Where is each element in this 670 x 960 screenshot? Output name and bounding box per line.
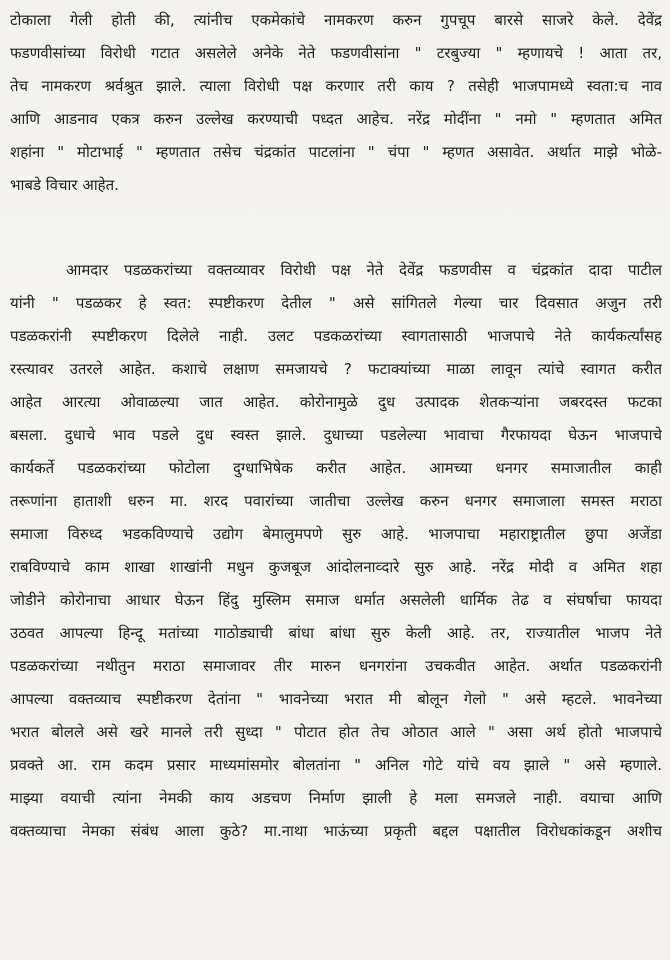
text-line: माझ्या वयाची त्यांना नेमकी काय अडचण निर्माण झाली हे मला समजले नाही. वयाचा आणि xyxy=(10,789,662,807)
paragraph-2 xyxy=(10,254,662,848)
text-line: शहांना " मोटाभाई " म्हणतात तसेच चंद्रकांत पाटलांना " चंपा " म्हणत असावेत. अर्थात माझे भोळे- xyxy=(10,143,662,161)
text-line: जोडीने कोरोनाचा आधार घेऊन हिंदु मुस्लिम समाज धर्मात असलेली धार्मिक तेढ व संघर्षाचा फायदा xyxy=(10,591,662,609)
text-line: पडळकरांच्या नथीतुन मराठा समाजावर तीर मारुन धनगरांना उचकवीत आहेत. अर्थात पडळकरांनी xyxy=(10,657,662,675)
text-line: आहेत आरत्या ओवाळल्या जात आहेत. कोरोनामुळे दुध उत्पादक शेतकऱ्यांना जबरदस्त फटका xyxy=(10,393,662,411)
text-line: तेच नामकरण श्रर्वश्रुत झाले. त्याला विरोधी पक्ष करणार तरी काय ? तसेही भाजपामध्ये स्वता:च नाव xyxy=(10,77,662,95)
text-line: यांनी " पडळकर हे स्वत: स्पष्टीकरण देतील " असे सांगितले गेल्या चार दिवसात अजुन तरी xyxy=(10,294,662,312)
text-line: तरूणांना हाताशी धरुन मा. शरद पवारांच्या जातीचा उल्लेख करुन धनगर समाजाला समस्त मराठा xyxy=(10,492,662,510)
text-line: रस्त्यावर उतरले आहेत. कशाचे लक्षाण समजायचे ? फटाक्यांच्या माळा लावून त्यांचे स्वागत करीत xyxy=(10,360,662,378)
text-line: समाजा विरुध्द भडकविण्याचे उद्योग बेमालुमपणे सुरु आहे. भाजपाचा महाराष्ट्रातील छुपा अजेंडा xyxy=(10,525,662,543)
text-line: भरात बोलले असे खरे मानले तरी सुध्दा " पोटात होत तेच ओठात आले " असा अर्थ होतो भाजपाचे xyxy=(10,723,662,741)
text-line: भाबडे विचार आहेत. xyxy=(10,176,119,194)
text-line: बसला. दुधाचे भाव पडले दुध स्वस्त झाले. दुधाच्या पडलेल्या भावाचा गैरफायदा घेऊन भाजपाचे xyxy=(10,426,662,444)
paragraph-1 xyxy=(10,4,662,202)
text-line: राबविण्याचे काम शाखा शाखांनी मधुन कुजबूज आंदोलनाव्दारे सुरु आहे. नरेंद्र मोदी व अमित शहा xyxy=(10,558,662,576)
text-line: पडळकरांनी स्पष्टीकरण दिलेले नाही. उलट पडकळरांच्या स्वागतासाठी भाजपाचे नेते कार्यकर्त्यांसह xyxy=(10,327,662,345)
text-line: प्रवक्ते आ. राम कदम प्रसार माध्यमांसमोर बोलतांना " अनिल गोटे यांचे वय झाले " असे म्हणाले. xyxy=(10,756,662,774)
text-line: आमदार पडळकरांच्या वक्तव्यावर विरोधी पक्ष नेते देवेंद्र फडणवीस व चंद्रकांत दादा पाटील xyxy=(66,261,662,279)
text-line: टोकाला गेली होती की, त्यांनीच एकमेकांचे नामकरण करुन गुपचूप बारसे साजरे केले. देवेंद्र xyxy=(10,11,662,29)
text-line: उठवत आपल्या हिन्दू मतांच्या गाठोड्याची बांधा बांधा सुरु केली आहे. तर, राज्यातील भाजप नेते xyxy=(10,624,662,642)
text-line: फडणवीसांच्या विरोधी गटात असलेले अनेके नेते फडणवीसांना " टरबुज्या " म्हणायचे ! आता तर, xyxy=(10,44,662,62)
text-line: आणि आडनाव एकत्र करुन उल्लेख करण्याची पध्दत आहेच. नरेंद्र मोदींना " नमो " म्हणतात अमित xyxy=(10,110,662,128)
text-line: वक्तव्याचा नेमका संबंध आला कुठे? मा.नाथा भाऊंच्या प्रकृती बद्दल पक्षातील विरोधकांकडून अशीच xyxy=(10,822,662,840)
text-line: आपल्या वक्तव्याच स्पष्टीकरण देतांना " भावनेच्या भरात मी बोलून गेलो " असे म्हटले. भावनेच्या xyxy=(10,690,662,708)
text-line: कार्यकर्ते पडळकरांच्या फोटोला दुग्धाभिषेक करीत आहेत. आमच्या धनगर समाजातील काही xyxy=(10,459,662,477)
